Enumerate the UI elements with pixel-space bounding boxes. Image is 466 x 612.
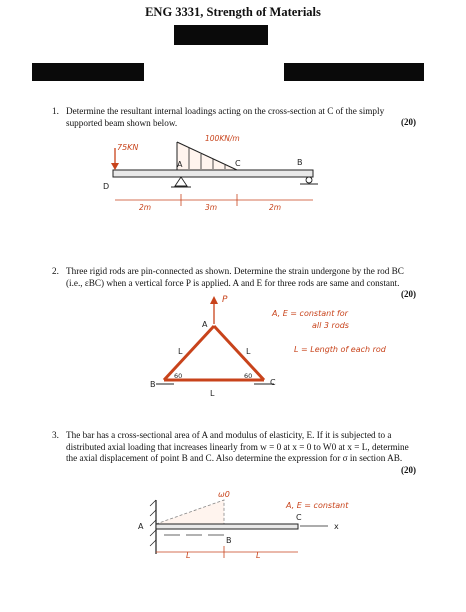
redaction-bar — [174, 25, 268, 45]
label-c: C — [270, 378, 276, 387]
note-1: A, E = constant for — [272, 309, 348, 318]
note-2: all 3 rods — [312, 321, 349, 330]
question-text: Three rigid rods are pin-connected as shown. Determine the strain undergone by the rod BC (i.e., εBC) when a vertical force P is applied. A and E for three rods are same and constant. — [66, 266, 404, 288]
roller-support-b — [300, 177, 318, 184]
label-a: A — [177, 160, 183, 169]
side-label-left: L — [178, 347, 183, 356]
len-label-ab: L — [186, 551, 191, 560]
dim-1: 2m — [139, 203, 152, 212]
label-b: B — [150, 380, 156, 389]
bar-figure — [120, 486, 370, 572]
beam — [113, 170, 313, 177]
question-number: 3. — [52, 430, 59, 440]
label-a: A — [138, 522, 144, 531]
label-b: B — [297, 158, 303, 167]
label-c: C — [296, 513, 302, 522]
load-label: ω0 — [218, 490, 230, 499]
page-title: ENG 3331, Strength of Materials — [145, 5, 321, 19]
rod-ab — [164, 326, 214, 380]
label-b: B — [226, 536, 232, 545]
fixed-wall — [150, 500, 156, 554]
question-text: The bar has a cross-sectional area of A and modulus of elasticity, E. If it is subjected to a distributed axial loading that increases linearly from w = 0 at x = 0 to W0 at x = L, determine the axial displacement of point B and C. Also determine the expression for σ in section AB. — [66, 430, 409, 464]
distributed-load-label: 100KN/m — [205, 134, 240, 143]
pin-support-a — [171, 177, 191, 187]
bar — [156, 524, 298, 529]
beam-figure — [95, 130, 335, 225]
dimension-line — [156, 546, 298, 558]
question-1 — [52, 106, 418, 132]
note: A, E = constant — [286, 501, 349, 510]
question-3 — [52, 430, 418, 482]
force-label: P — [222, 295, 228, 305]
label-x: x — [334, 522, 339, 531]
side-label-bottom: L — [210, 389, 215, 398]
question-text: Determine the resultant internal loadings acting on the cross-section at C of the simply supported beam shown below. — [66, 106, 385, 128]
len-label-bc: L — [256, 551, 261, 560]
rod-ac — [214, 326, 264, 380]
force-p-arrow — [210, 296, 218, 324]
redaction-bar — [284, 63, 424, 81]
question-points: (20) — [401, 117, 416, 127]
redaction-bar — [32, 63, 144, 81]
dim-3: 2m — [269, 203, 282, 212]
distributed-load-triangle — [156, 500, 224, 524]
side-label-right: L — [246, 347, 251, 356]
label-a: A — [202, 320, 208, 329]
label-d: D — [103, 182, 110, 191]
truss-figure — [138, 290, 458, 410]
angle-label-c: 60 — [244, 372, 253, 380]
distributed-load — [177, 142, 237, 170]
question-number: 1. — [52, 106, 59, 116]
question-number: 2. — [52, 266, 59, 276]
point-load-label: 75KN — [117, 143, 139, 152]
angle-label-b: 60 — [174, 372, 183, 380]
question-points: (20) — [401, 465, 416, 475]
dim-2: 3m — [205, 203, 218, 212]
note-3: L = Length of each rod — [294, 345, 386, 354]
label-c: C — [235, 159, 241, 168]
question-points: (20) — [401, 289, 416, 299]
